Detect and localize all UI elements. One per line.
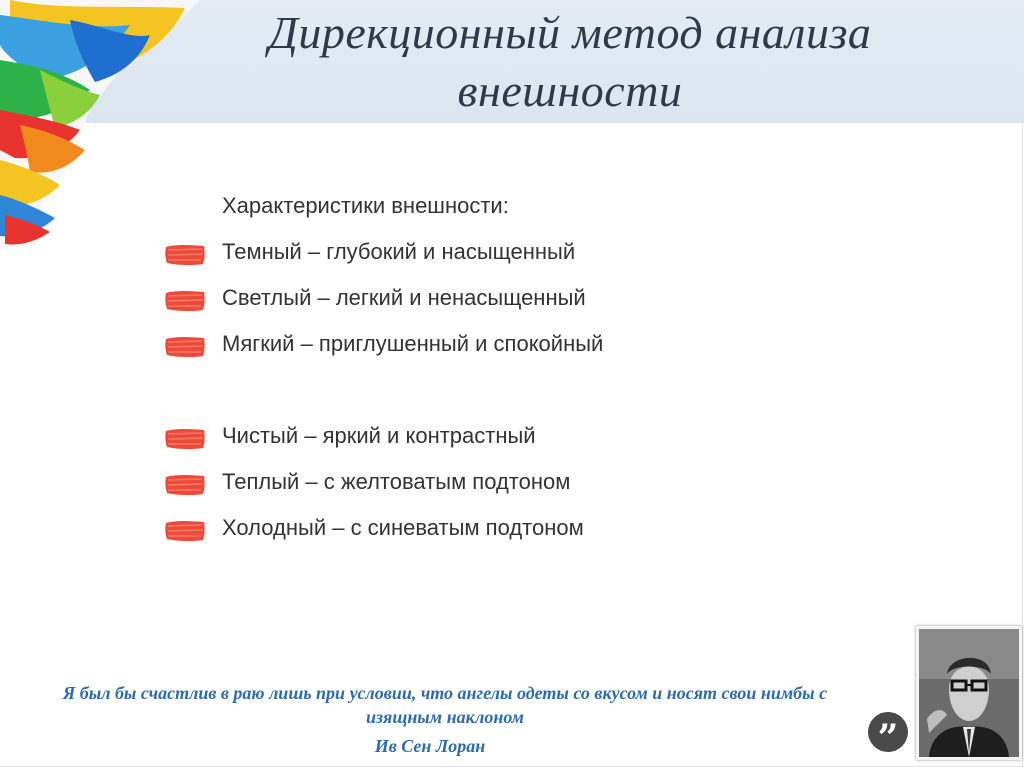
list-item	[222, 413, 702, 459]
quote-icon: ”	[868, 712, 908, 752]
list-item	[222, 505, 702, 551]
quote-author: Ив Сен Лоран	[374, 736, 486, 756]
list-item-text: Темный – глубокий и насыщенный	[222, 239, 576, 264]
list-item-text: Холодный – с синеватым подтоном	[222, 515, 584, 540]
list-item-text: Мягкий – приглушенный и спокойный	[222, 331, 604, 356]
list-item-text: Чистый – яркий и контрастный	[222, 423, 536, 448]
red-paint-stroke-icon	[164, 243, 206, 267]
quote-text: Я был бы счастлив в раю лишь при условии, что ангелы одеты со вкусом и носят свои нимбы с изящным наклоном	[62, 683, 828, 727]
page-title: Дирекционный метод анализа внешности	[268, 7, 872, 116]
list-item	[222, 275, 702, 321]
list-heading: Характеристики внешности:	[222, 193, 509, 218]
author-portrait	[916, 626, 1022, 760]
red-paint-stroke-icon	[164, 427, 206, 451]
red-paint-stroke-icon	[164, 289, 206, 313]
list-item	[222, 321, 702, 367]
red-paint-stroke-icon	[164, 473, 206, 497]
list-item-text: Теплый – с желтоватым подтоном	[222, 469, 571, 494]
red-paint-stroke-icon	[164, 519, 206, 543]
list-item-text: Светлый – легкий и ненасыщенный	[222, 285, 586, 310]
list-item	[222, 229, 702, 275]
red-paint-stroke-icon	[164, 335, 206, 359]
list-item	[222, 459, 702, 505]
